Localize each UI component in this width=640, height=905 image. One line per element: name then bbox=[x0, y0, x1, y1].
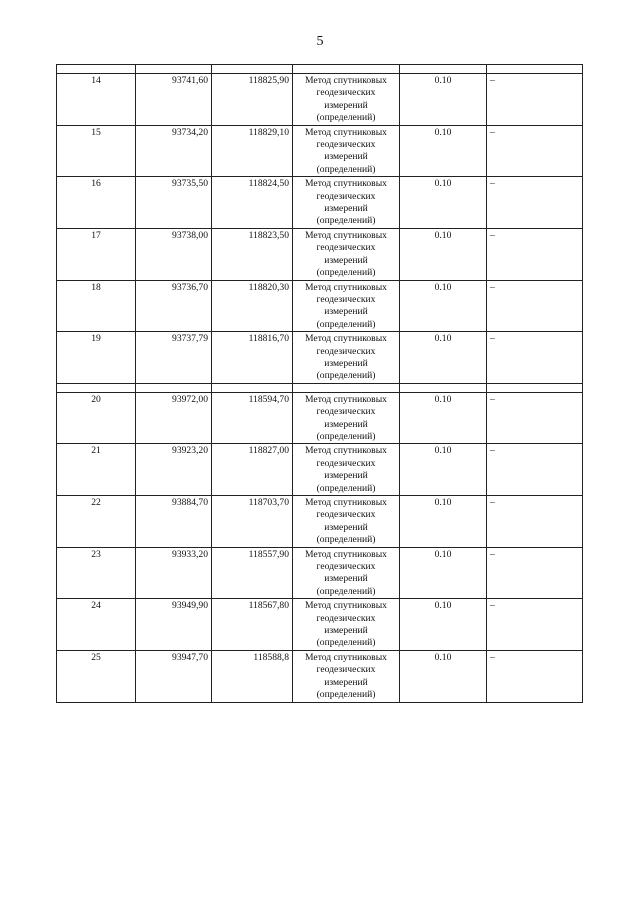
accuracy-cell: 0.10 bbox=[400, 496, 487, 548]
page-number: 5 bbox=[316, 34, 324, 49]
point-number-cell: 21 bbox=[57, 444, 136, 496]
separator-cell bbox=[136, 65, 212, 74]
point-number-cell: 16 bbox=[57, 177, 136, 229]
accuracy-cell: 0.10 bbox=[400, 599, 487, 651]
coord-x-cell: 93737,79 bbox=[136, 332, 212, 384]
separator-cell bbox=[400, 383, 487, 392]
point-number-cell: 20 bbox=[57, 392, 136, 444]
separator-cell bbox=[57, 65, 136, 74]
accuracy-cell: 0.10 bbox=[400, 392, 487, 444]
separator-cell bbox=[293, 383, 400, 392]
note-cell: – bbox=[487, 280, 583, 332]
coord-x-cell: 93947,70 bbox=[136, 650, 212, 702]
table-row bbox=[57, 599, 583, 651]
coord-y-cell: 118567,80 bbox=[212, 599, 293, 651]
note-cell: – bbox=[487, 496, 583, 548]
note-cell: – bbox=[487, 177, 583, 229]
note-cell: – bbox=[487, 599, 583, 651]
method-cell: Метод спутниковых геодезических измерений (определений) bbox=[293, 125, 400, 177]
coord-y-cell: 118820,30 bbox=[212, 280, 293, 332]
table-row bbox=[57, 444, 583, 496]
coord-y-cell: 118557,90 bbox=[212, 547, 293, 599]
method-cell: Метод спутниковых геодезических измерений (определений) bbox=[293, 74, 400, 126]
accuracy-cell: 0.10 bbox=[400, 650, 487, 702]
method-cell: Метод спутниковых геодезических измерений (определений) bbox=[293, 599, 400, 651]
note-cell: – bbox=[487, 125, 583, 177]
point-number-cell: 18 bbox=[57, 280, 136, 332]
note-cell: – bbox=[487, 444, 583, 496]
table-row bbox=[57, 280, 583, 332]
accuracy-cell: 0.10 bbox=[400, 125, 487, 177]
coord-y-cell: 118588,8 bbox=[212, 650, 293, 702]
method-cell: Метод спутниковых геодезических измерений (определений) bbox=[293, 228, 400, 280]
table-row bbox=[57, 177, 583, 229]
accuracy-cell: 0.10 bbox=[400, 177, 487, 229]
coord-y-cell: 118827,00 bbox=[212, 444, 293, 496]
coord-y-cell: 118823,50 bbox=[212, 228, 293, 280]
method-cell: Метод спутниковых геодезических измерений (определений) bbox=[293, 177, 400, 229]
table-row bbox=[57, 74, 583, 126]
coord-x-cell: 93734,20 bbox=[136, 125, 212, 177]
accuracy-cell: 0.10 bbox=[400, 444, 487, 496]
note-cell: – bbox=[487, 392, 583, 444]
separator-cell bbox=[293, 65, 400, 74]
coordinates-table bbox=[56, 64, 583, 703]
point-number-cell: 17 bbox=[57, 228, 136, 280]
table-row bbox=[57, 125, 583, 177]
note-cell: – bbox=[487, 332, 583, 384]
separator-cell bbox=[400, 65, 487, 74]
separator-cell bbox=[212, 65, 293, 74]
coord-y-cell: 118825,90 bbox=[212, 74, 293, 126]
note-cell: – bbox=[487, 74, 583, 126]
separator-row bbox=[57, 383, 583, 392]
table-row bbox=[57, 496, 583, 548]
coord-y-cell: 118816,70 bbox=[212, 332, 293, 384]
method-cell: Метод спутниковых геодезических измерений (определений) bbox=[293, 444, 400, 496]
separator-row bbox=[57, 65, 583, 74]
table-row bbox=[57, 392, 583, 444]
accuracy-cell: 0.10 bbox=[400, 74, 487, 126]
note-cell: – bbox=[487, 228, 583, 280]
table-row bbox=[57, 547, 583, 599]
note-cell: – bbox=[487, 650, 583, 702]
coord-x-cell: 93741,60 bbox=[136, 74, 212, 126]
accuracy-cell: 0.10 bbox=[400, 547, 487, 599]
separator-cell bbox=[487, 383, 583, 392]
coord-y-cell: 118594,70 bbox=[212, 392, 293, 444]
point-number-cell: 22 bbox=[57, 496, 136, 548]
table-row bbox=[57, 332, 583, 384]
table-row bbox=[57, 650, 583, 702]
method-cell: Метод спутниковых геодезических измерений (определений) bbox=[293, 392, 400, 444]
method-cell: Метод спутниковых геодезических измерений (определений) bbox=[293, 547, 400, 599]
coord-x-cell: 93736,70 bbox=[136, 280, 212, 332]
coord-y-cell: 118703,70 bbox=[212, 496, 293, 548]
coord-y-cell: 118829,10 bbox=[212, 125, 293, 177]
accuracy-cell: 0.10 bbox=[400, 228, 487, 280]
separator-cell bbox=[136, 383, 212, 392]
point-number-cell: 15 bbox=[57, 125, 136, 177]
coord-x-cell: 93949,90 bbox=[136, 599, 212, 651]
coord-x-cell: 93884,70 bbox=[136, 496, 212, 548]
separator-cell bbox=[57, 383, 136, 392]
coord-x-cell: 93972,00 bbox=[136, 392, 212, 444]
method-cell: Метод спутниковых геодезических измерений (определений) bbox=[293, 650, 400, 702]
coord-y-cell: 118824,50 bbox=[212, 177, 293, 229]
point-number-cell: 19 bbox=[57, 332, 136, 384]
note-cell: – bbox=[487, 547, 583, 599]
point-number-cell: 24 bbox=[57, 599, 136, 651]
point-number-cell: 23 bbox=[57, 547, 136, 599]
coord-x-cell: 93738,00 bbox=[136, 228, 212, 280]
point-number-cell: 25 bbox=[57, 650, 136, 702]
table-row bbox=[57, 228, 583, 280]
coord-x-cell: 93933,20 bbox=[136, 547, 212, 599]
coord-x-cell: 93735,50 bbox=[136, 177, 212, 229]
separator-cell bbox=[212, 383, 293, 392]
method-cell: Метод спутниковых геодезических измерений (определений) bbox=[293, 496, 400, 548]
point-number-cell: 14 bbox=[57, 74, 136, 126]
accuracy-cell: 0.10 bbox=[400, 332, 487, 384]
separator-cell bbox=[487, 65, 583, 74]
accuracy-cell: 0.10 bbox=[400, 280, 487, 332]
method-cell: Метод спутниковых геодезических измерений (определений) bbox=[293, 332, 400, 384]
coord-x-cell: 93923,20 bbox=[136, 444, 212, 496]
method-cell: Метод спутниковых геодезических измерений (определений) bbox=[293, 280, 400, 332]
coordinates-table-body bbox=[57, 65, 583, 703]
